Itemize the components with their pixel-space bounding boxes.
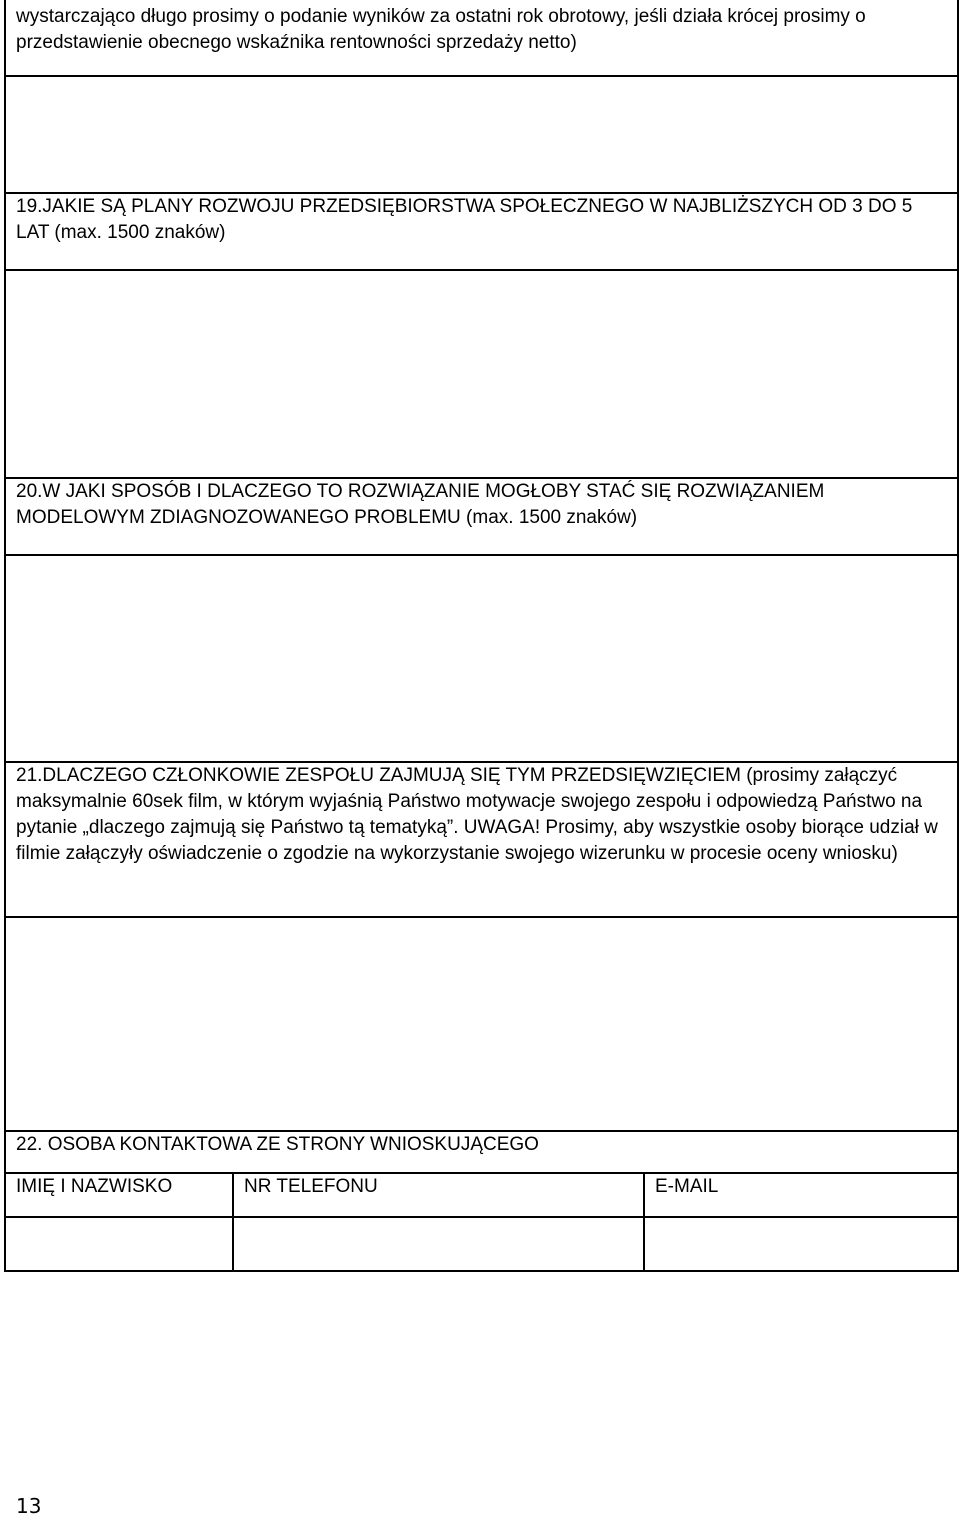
answer-field-20[interactable] xyxy=(5,555,958,762)
question-20-cell xyxy=(5,478,958,555)
contact-col-name xyxy=(5,1173,233,1217)
answer-field-previous[interactable] xyxy=(5,76,958,193)
contact-col-phone-label: NR TELEFONU xyxy=(244,1176,378,1197)
contact-heading: 22. OSOBA KONTAKTOWA ZE STRONY WNIOSKUJĄCEGO xyxy=(16,1134,539,1155)
question-19-text: 19.JAKIE SĄ PLANY ROZWOJU PRZEDSIĘBIORSTWA SPOŁECZNEGO W NAJBLIŻSZYCH OD 3 DO 5 LAT (max. 1500 znaków) xyxy=(16,196,913,243)
question-21-cell xyxy=(5,762,958,917)
answer-field-19[interactable] xyxy=(5,270,958,478)
contact-name-field[interactable] xyxy=(5,1217,233,1271)
contact-col-email-label: E-MAIL xyxy=(655,1176,719,1197)
contact-phone-field[interactable] xyxy=(233,1217,644,1271)
contact-col-phone xyxy=(233,1173,644,1217)
contact-col-name-label: IMIĘ I NAZWISKO xyxy=(16,1176,173,1197)
question-20-text: 20.W JAKI SPOSÓB I DLACZEGO TO ROZWIĄZANIE MOGŁOBY STAĆ SIĘ ROZWIĄZANIEM MODELOWYM ZDIAGNOZOWANEGO PROBLEMU (max. 1500 znaków) xyxy=(16,481,825,528)
page-number: 13 xyxy=(16,1494,42,1518)
contact-heading-cell xyxy=(5,1131,958,1173)
question-21-text: 21.DLACZEGO CZŁONKOWIE ZESPOŁU ZAJMUJĄ SIĘ TYM PRZEDSIĘWZIĘCIEM (prosimy załączyć maksymalnie 60sek film, w którym wyjaśnią Państwo motywacje swojego zespołu i odpowiedzą Państwo na pytanie „dlaczego zajmują się Państwo tą tematyką”. UWAGA! Prosimy, aby wszystkie osoby biorące udział w filmie załączyły oświadczenie o zgodzie na wykorzystanie swojego wizerunku w procesie oceny wniosku) xyxy=(16,765,938,864)
answer-field-21[interactable] xyxy=(5,917,958,1131)
intro-text: wystarczająco długo prosimy o podanie wyników za ostatni rok obrotowy, jeśli działa krócej prosimy o przedstawienie obecnego wskaźnika rentowności sprzedaży netto) xyxy=(16,6,866,53)
question-19-cell xyxy=(5,193,958,270)
contact-col-email xyxy=(644,1173,958,1217)
application-form-table xyxy=(4,0,959,1272)
contact-email-field[interactable] xyxy=(644,1217,958,1271)
intro-text-cell xyxy=(5,0,958,76)
